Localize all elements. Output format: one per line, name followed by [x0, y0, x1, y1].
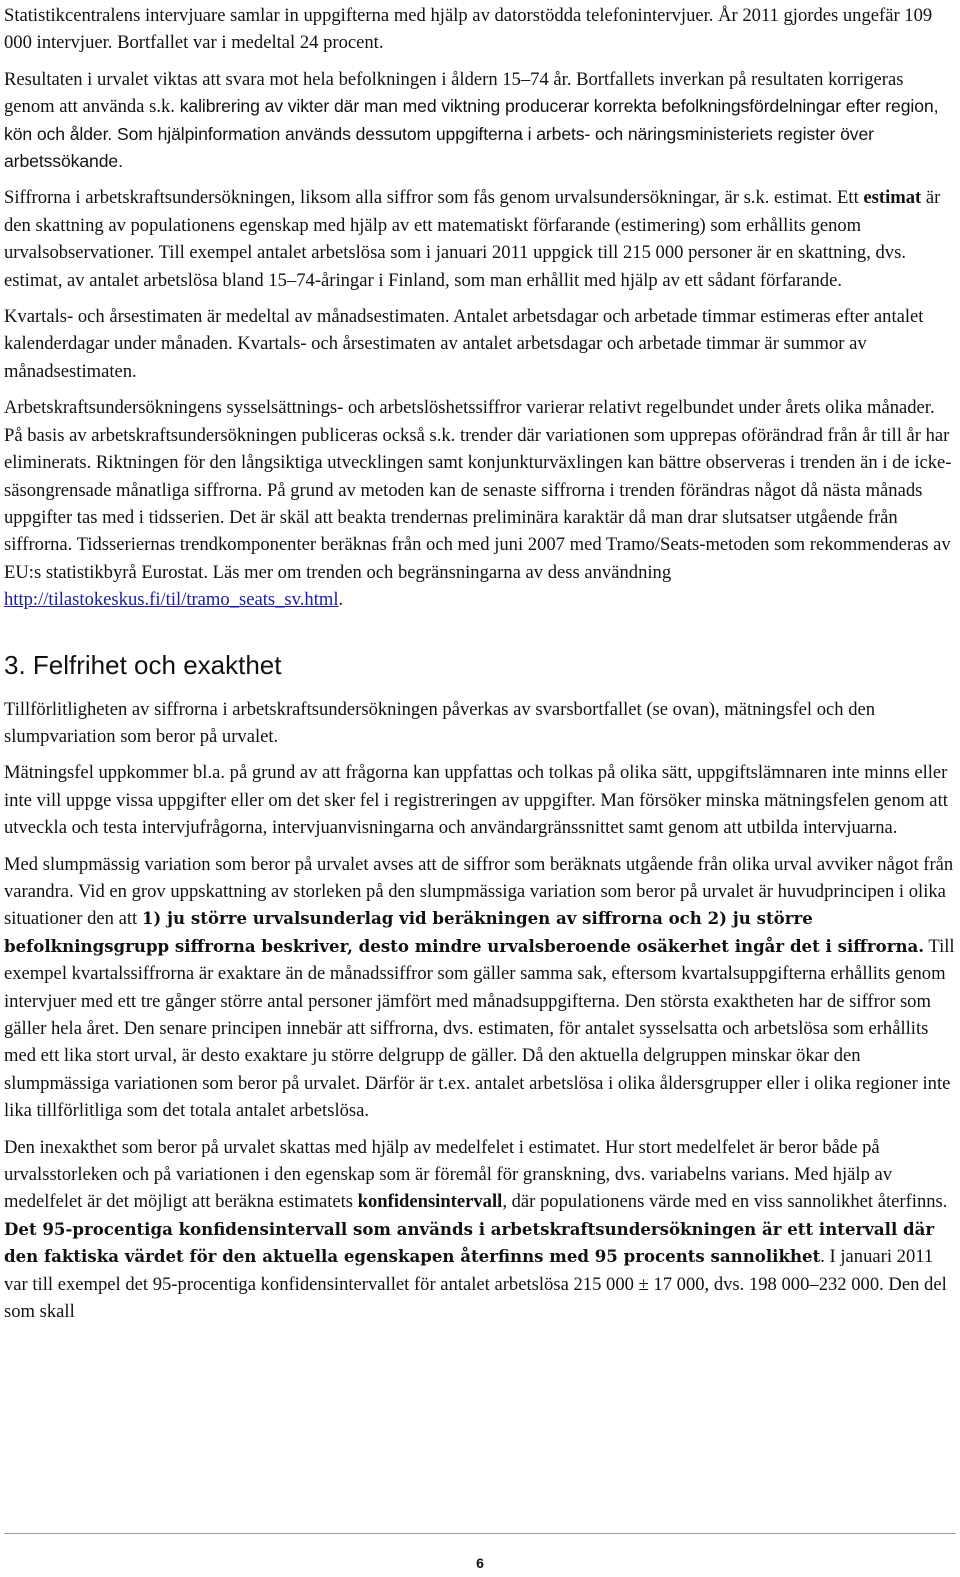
paragraph-estimates	[4, 184, 956, 294]
paragraph-standard-error	[4, 1134, 956, 1326]
paragraph-random-variation-part-2: Till exempel kvartalssiffrorna är exaktare än de månadssiffror som gäller samma sak, eftersom kvartalsuppgifterna erhållits genom intervjuer med ett tre gånger större antal personer jämfört med månadsuppgifterna. Den största exaktheten har de siffror som gäller hela året. Den senare principen innebär att siffrorna, dvs. estimaten, för antalet sysselsatta och arbetslösa som erhållits med ett lika stort urval, är desto exaktare ju större delgrupp de gäller. Då den aktuella delgruppen minskar ökar den slumpmässiga variationen som beror på urvalet. Därför är t.ex. antalet arbetslösa i olika åldersgrupper eller i olika regioner inte lika tillförlitliga som det totala antalet arbetslösa.	[4, 935, 955, 1122]
paragraph-estimates-part-2: är den skattning av populationens egenskap med hjälp av ett matematiskt förfarande (estimering) som erhållits genom urvalsobservationer. Till exempel antalet arbetslösa som i januari 2011 uppgick till 215 000 personer är en skattning, dvs. estimat, av antalet arbetslösa bland 15–74-åringar i Finland, som man erhållit med hjälp av ett sådant förfarande.	[4, 187, 941, 291]
confidence-interval-highlight: Det 95-procentiga konfidensintervall som används i arbetskraftsundersökningen är ett intervall där den faktiska värdet för den aktuella egenskapen återfinns med 95 procents sannolikhet	[4, 1218, 935, 1267]
paragraph-trends-text: Arbetskraftsundersökningens sysselsättnings- och arbetslöshetssiffror varierar relativt regelbundet under årets olika månader. På basis av arbetskraftsundersökningen publiceras också s.k. trender där variationen som upprepas oförändrad från år till år har eliminerats. Riktningen för den långsiktiga utvecklingen samt konjunkturväxlingen kan bättre observeras i trenden än i de icke-säsongrensade månatliga siffrorna. På grund av metoden kan de senaste siffrorna i trenden förändras något då nästa månads uppgifter tas med i tidsserien. Det är skäl att beakta trendernas preliminära karaktär då man drar slutsatser utgående från siffrorna. Tidsseriernas trendkomponenter beräknas från och med juni 2007 med Tramo/Seats-metoden som rekommenderas av EU:s statistikbyrå Eurostat. Läs mer om trenden och begränsningarna av dess användning	[4, 397, 952, 583]
estimat-term: estimat	[863, 187, 922, 209]
paragraph-measurement-error: Mätningsfel uppkommer bl.a. på grund av att frågorna kan uppfattas och tolkas på olika sätt, uppgiftslämnaren inte minns eller inte vill uppge vissa uppgifter eller om det sker fel i registreringen av uppgifter. Man försöker minska mätningsfelen genom att utveckla och testa intervjufrågorna, intervjuanvisningarna och användargränssnittet samt genom att utbilda intervjuarna.	[4, 762, 948, 839]
paragraph-weighting	[4, 66, 956, 176]
paragraph-standard-error-part-2: , där populationens värde med en viss sannolikhet återfinns.	[502, 1191, 948, 1213]
paragraph-quarterly-annual: Kvartals- och årsestimaten är medeltal av månadsestimaten. Antalet arbetsdagar och arbetade timmar estimeras efter antalet kalenderdagar under månaden. Kvartals- och årsestimaten av antalet arbetsdagar och arbetade timmar är summor av månadsestimaten.	[4, 306, 924, 382]
principle-highlight: 1) ju större urvalsunderlag vid beräkningen av siffrorna och 2) ju större befolkningsgrupp siffrorna beskriver, desto mindre urvalsberoende osäkerhet ingår det i siffrorna.	[4, 908, 925, 956]
paragraph-weighting-part-3: Som hjälpinformation används dessutom uppgifterna i arbets- och näringsministeriets register över arbetssökande.	[4, 123, 874, 172]
paragraph-weighting-part-1: Resultaten i urvalet viktas att svara mot hela befolkningen i åldern 15–74 år. Bortfallets inverkan på resultaten korrigeras genom att använda s.k.	[4, 68, 904, 118]
paragraph-weighting-part-2: kalibrering av vikter där man med viktning producerar korrekta befolkningsfördelningar efter region, kön och ålder.	[4, 96, 939, 144]
tramo-seats-link[interactable]: http://tilastokeskus.fi/til/tramo_seats_sv.html	[4, 589, 339, 611]
paragraph-trends-end: .	[338, 589, 344, 611]
document-body	[4, 2, 956, 1334]
paragraph-standard-error-part-1: Den inexakthet som beror på urvalet skattas med hjälp av medelfelet i estimatet. Hur stort medelfelet är beror både på urvalsstorleken och på variationen i den egenskap som är föremål för granskning, dvs. variabelns varians. Med hjälp av medelfelet är det möjligt att beräkna estimatets	[4, 1136, 893, 1213]
paragraph-random-variation-part-1: Med slumpmässig variation som beror på urvalet avses att de siffror som beräknats utgående från olika urval avviker något från varandra. Vid en grov uppskattning av storleken på den slumpmässiga variation som beror på urvalet är huvudprincipen i olika situationer den att	[4, 853, 954, 930]
paragraph-random-variation	[4, 851, 956, 1125]
paragraph-data-collection: Statistikcentralens intervjuare samlar in uppgifterna med hjälp av datorstödda telefonintervjuer. År 2011 gjordes ungefär 109 000 intervjuer. Bortfallet var i medeltal 24 procent.	[4, 5, 933, 54]
paragraph-estimates-part-1: Siffrorna i arbetskraftsundersökningen, liksom alla siffror som fås genom urvalsundersökningar, är s.k. estimat. Ett	[4, 187, 864, 209]
paragraph-standard-error-part-3: . I januari 2011 var till exempel det 95-procentiga konfidensintervallet för antalet arbetslösa 215 000 ± 17 000, dvs. 198 000–232 000. Den del som skall	[4, 1246, 947, 1323]
paragraph-trends	[4, 394, 956, 613]
footer-divider	[4, 1533, 956, 1534]
section-heading: 3. Felfrihet och exakthet	[4, 649, 282, 680]
paragraph-reliability: Tillförlitligheten av siffrorna i arbetskraftsundersökningen påverkas av svarsbortfallet (se ovan), mätningsfel och den slumpvariation som beror på urvalet.	[4, 698, 876, 747]
page-number: 6	[476, 1555, 484, 1571]
konfidensintervall-term: konfidensintervall	[357, 1191, 503, 1213]
